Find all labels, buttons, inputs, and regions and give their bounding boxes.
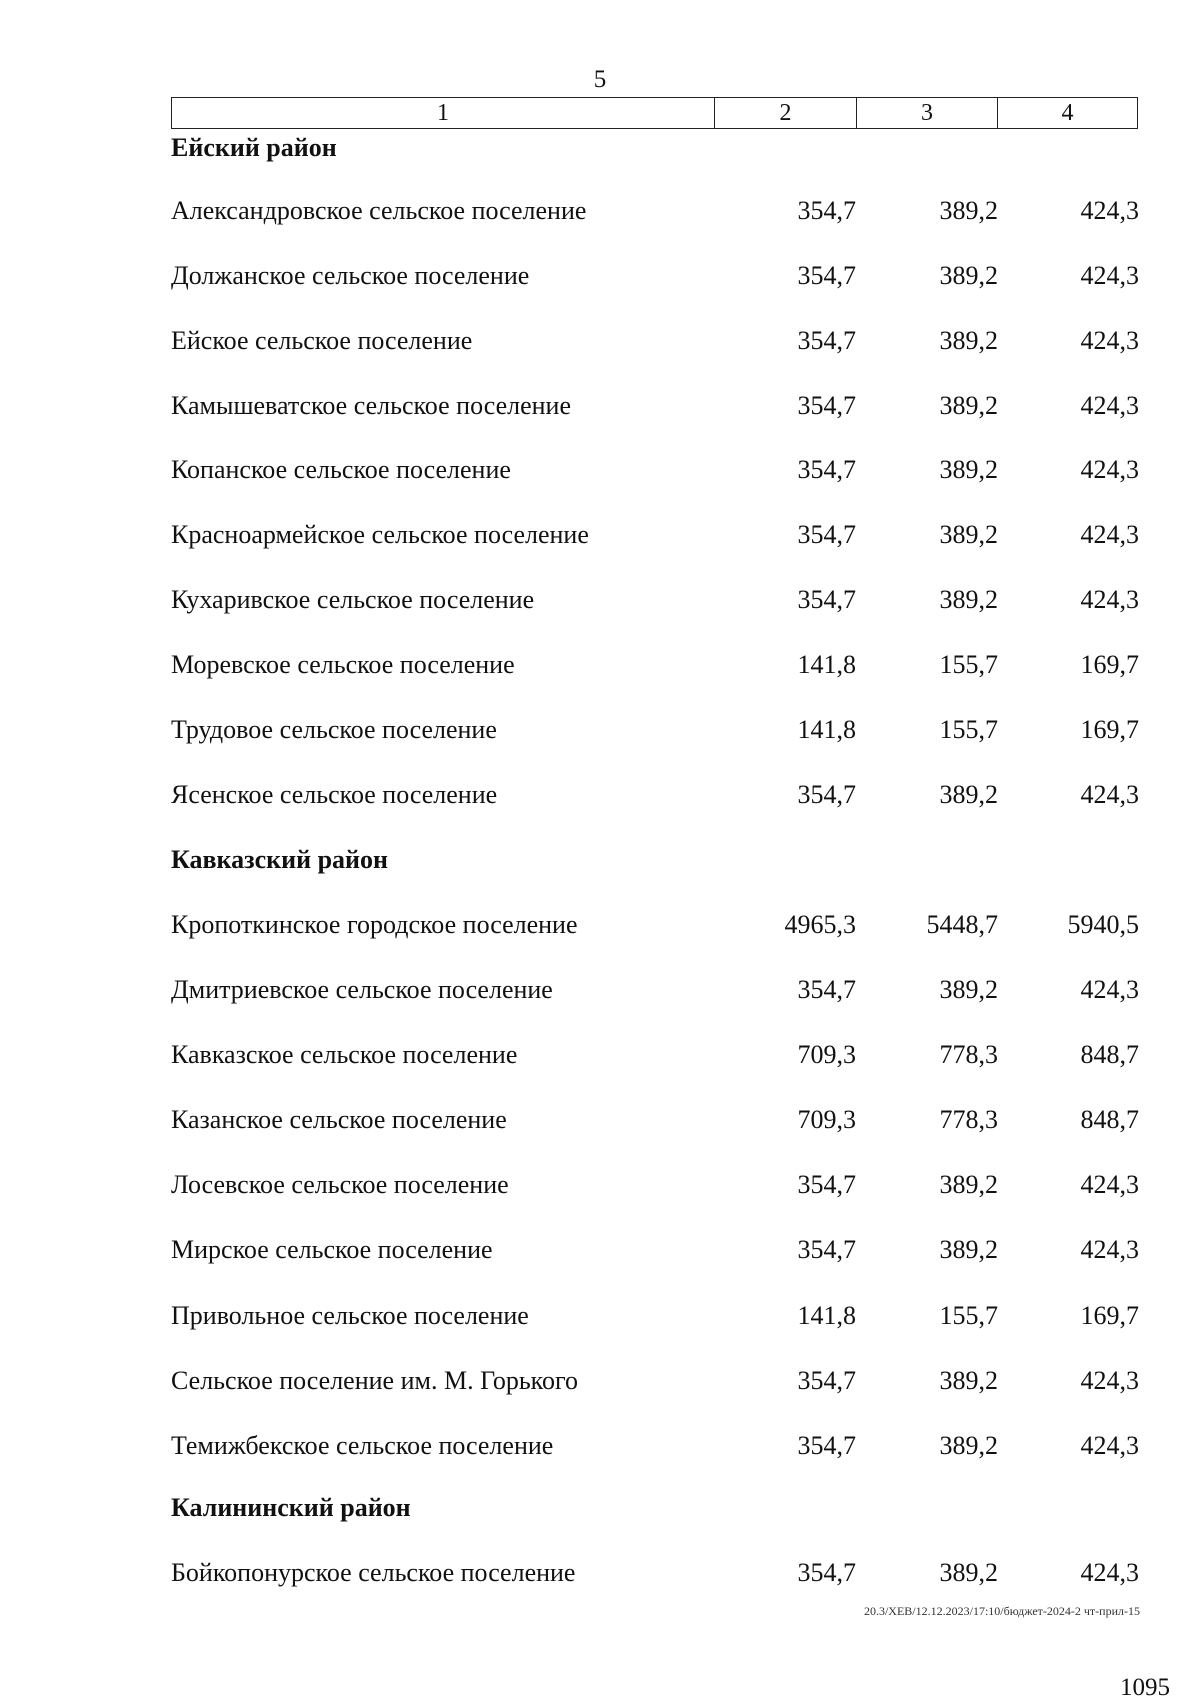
page-number-top: 5: [593, 66, 607, 93]
value-column-3: 389,2: [939, 780, 998, 809]
value-column-3: 389,2: [939, 1366, 998, 1395]
value-column-3: 389,2: [939, 585, 998, 614]
table-row: [171, 452, 1138, 488]
value-column-2: 354,7: [797, 1170, 856, 1199]
value-column-2: 354,7: [797, 1366, 856, 1395]
settlement-name: Трудовое сельское поселение: [171, 715, 497, 744]
table-row: [171, 972, 1138, 1008]
table-row: [171, 258, 1138, 294]
settlement-name: Мирское сельское поселение: [171, 1235, 493, 1264]
document-footer-code: 20.3/ХЕВ/12.12.2023/17:10/бюджет-2024-2 чт-прил-15: [863, 1604, 1140, 1618]
value-column-2: 354,7: [797, 455, 856, 484]
settlement-name: Копанское сельское поселение: [171, 455, 511, 484]
value-column-2: 709,3: [797, 1105, 856, 1134]
district-name: Кавказский район: [171, 845, 388, 874]
value-column-2: 354,7: [797, 326, 856, 355]
value-column-4: 424,3: [1080, 975, 1139, 1004]
value-column-4: 424,3: [1080, 1170, 1139, 1199]
value-column-3: 155,7: [939, 1301, 998, 1330]
settlement-name: Красноармейское сельское поселение: [171, 520, 589, 549]
table-row: [171, 193, 1138, 229]
value-column-3: 389,2: [939, 1235, 998, 1264]
value-column-3: 389,2: [939, 196, 998, 225]
table-row: [171, 1167, 1138, 1203]
table-row: [171, 323, 1138, 359]
table-row: [171, 582, 1138, 618]
table-row: [171, 1102, 1138, 1138]
value-column-4: 169,7: [1080, 650, 1139, 679]
value-column-4: 424,3: [1080, 780, 1139, 809]
value-column-2: 141,8: [797, 715, 856, 744]
value-column-4: 848,7: [1080, 1105, 1139, 1134]
table-row: [171, 1298, 1138, 1334]
value-column-3: 778,3: [939, 1105, 998, 1134]
settlement-name: Кухаривское сельское поселение: [171, 585, 535, 614]
value-column-4: 424,3: [1080, 326, 1139, 355]
table-row: [171, 907, 1138, 943]
value-column-2: 354,7: [797, 1235, 856, 1264]
value-column-2: 354,7: [797, 196, 856, 225]
value-column-4: 424,3: [1080, 585, 1139, 614]
value-column-4: 424,3: [1080, 1431, 1139, 1460]
value-column-4: 424,3: [1080, 1366, 1139, 1395]
value-column-4: 169,7: [1080, 1301, 1139, 1330]
settlement-name: Дмитриевское сельское поселение: [171, 975, 553, 1004]
district-name: Ейский район: [171, 133, 337, 162]
settlement-name: Лосевское сельское поселение: [171, 1170, 509, 1199]
settlement-name: Моревское сельское поселение: [171, 650, 515, 679]
settlement-name: Ясенское сельское поселение: [171, 780, 498, 809]
column-header-1: 1: [172, 98, 715, 128]
value-column-3: 389,2: [939, 326, 998, 355]
value-column-2: 354,7: [797, 780, 856, 809]
table-row: [171, 1363, 1138, 1399]
value-column-3: 389,2: [939, 1558, 998, 1587]
value-column-2: 354,7: [797, 585, 856, 614]
table-row: [171, 777, 1138, 813]
value-column-4: 424,3: [1080, 391, 1139, 420]
settlement-name: Темижбекское сельское поселение: [171, 1431, 554, 1460]
table-row: [171, 1232, 1138, 1268]
value-column-2: 141,8: [797, 650, 856, 679]
value-column-3: 155,7: [939, 715, 998, 744]
value-column-3: 389,2: [939, 520, 998, 549]
value-column-4: 424,3: [1080, 520, 1139, 549]
value-column-4: 169,7: [1080, 715, 1139, 744]
value-column-3: 389,2: [939, 1170, 998, 1199]
value-column-3: 5448,7: [926, 910, 998, 939]
district-name: Калининский район: [171, 1493, 411, 1522]
column-header-3: 3: [857, 98, 998, 128]
value-column-2: 354,7: [797, 1431, 856, 1460]
settlement-name: Сельское поселение им. М. Горького: [171, 1366, 578, 1395]
district-heading: [171, 842, 1138, 878]
value-column-2: 354,7: [797, 261, 856, 290]
column-header-row: [171, 97, 1138, 129]
value-column-2: 354,7: [797, 1558, 856, 1587]
table-row: [171, 712, 1138, 748]
settlement-name: Должанское сельское поселение: [171, 261, 530, 290]
district-heading: [171, 1490, 1138, 1526]
value-column-4: 424,3: [1080, 1558, 1139, 1587]
value-column-3: 389,2: [939, 455, 998, 484]
value-column-4: 424,3: [1080, 196, 1139, 225]
value-column-2: 354,7: [797, 520, 856, 549]
settlement-name: Бойкопонурское сельское поселение: [171, 1558, 576, 1587]
table-row: [171, 1037, 1138, 1073]
table-row: [171, 517, 1138, 553]
value-column-2: 354,7: [797, 391, 856, 420]
settlement-name: Привольное сельское поселение: [171, 1301, 529, 1330]
value-column-2: 354,7: [797, 975, 856, 1004]
value-column-2: 141,8: [797, 1301, 856, 1330]
value-column-3: 389,2: [939, 391, 998, 420]
table-row: [171, 1428, 1138, 1464]
value-column-3: 155,7: [939, 650, 998, 679]
value-column-4: 848,7: [1080, 1040, 1139, 1069]
value-column-4: 424,3: [1080, 455, 1139, 484]
column-header-4: 4: [1061, 100, 1074, 126]
table-row: [171, 1555, 1138, 1591]
value-column-3: 389,2: [939, 975, 998, 1004]
value-column-3: 778,3: [939, 1040, 998, 1069]
settlement-name: Камышеватское сельское поселение: [171, 391, 571, 420]
value-column-3: 389,2: [939, 1431, 998, 1460]
settlement-name: Кропоткинское городское поселение: [171, 910, 578, 939]
district-heading: [171, 130, 1138, 166]
value-column-2: 709,3: [797, 1040, 856, 1069]
column-header-2: 2: [715, 98, 857, 128]
value-column-3: 389,2: [939, 261, 998, 290]
settlement-name: Кавказское сельское поселение: [171, 1040, 518, 1069]
table-row: [171, 647, 1138, 683]
value-column-4: 424,3: [1080, 1235, 1139, 1264]
page-number-bottom: 1095: [1120, 1674, 1170, 1701]
value-column-4: 424,3: [1080, 261, 1139, 290]
settlement-name: Ейское сельское поселение: [171, 326, 473, 355]
table-row: [171, 388, 1138, 424]
value-column-4: 5940,5: [1067, 910, 1139, 939]
settlement-name: Казанское сельское поселение: [171, 1105, 507, 1134]
value-column-2: 4965,3: [784, 910, 856, 939]
settlement-name: Александровское сельское поселение: [171, 196, 587, 225]
